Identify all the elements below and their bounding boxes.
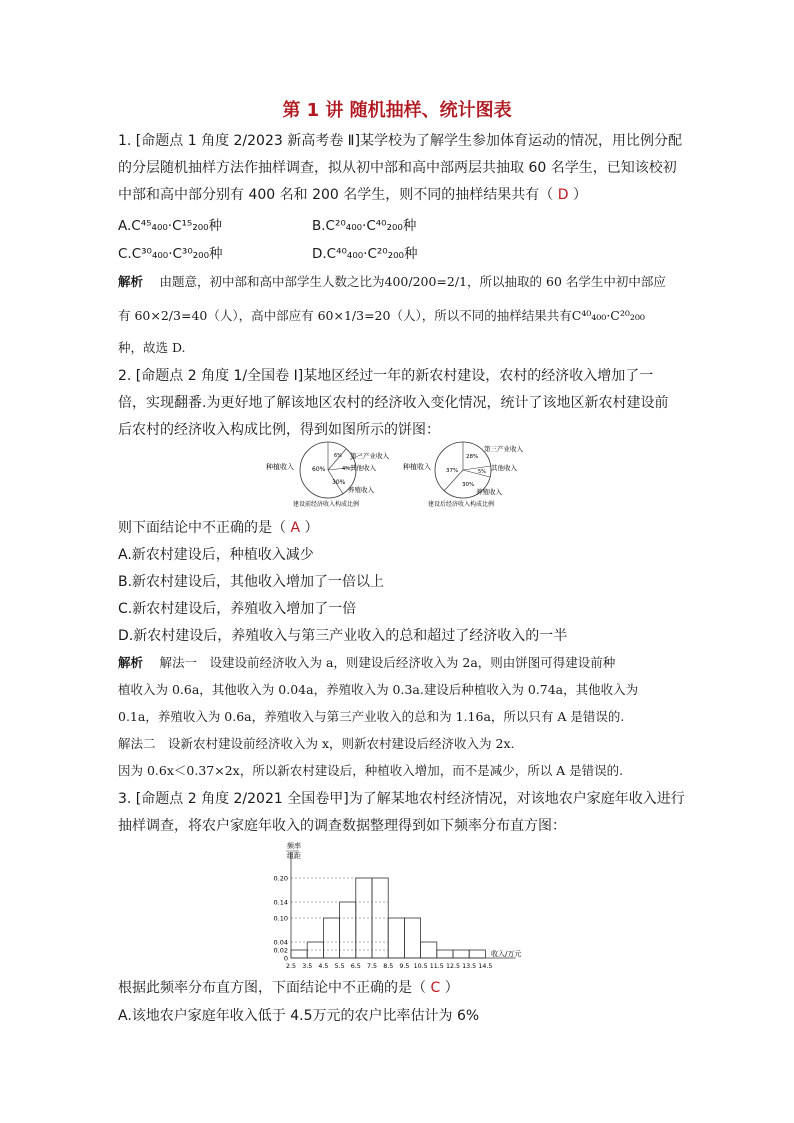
- q2-line-3: 后农村的经济收入构成比例，得到如图所示的饼图：: [118, 422, 440, 438]
- q1-solution-line-1: [118, 272, 666, 290]
- pie1-caption: 建设前经济收入构成比例: [293, 501, 360, 508]
- q2-option-b: B.新农村建设后，其他收入增加了一倍以上: [118, 574, 385, 590]
- hist-x-tick-label: 2.5: [285, 963, 297, 970]
- pie1-breed-label: 养殖收入: [348, 486, 374, 494]
- hist-xlabel: 收入/万元: [491, 950, 522, 958]
- frequency-histogram: [255, 840, 545, 972]
- hist-x-tick-label: 4.5: [318, 963, 329, 970]
- pie1-other-label: 其他收入: [350, 464, 376, 472]
- pie1-third-label: 第三产业收入: [350, 452, 389, 460]
- q3-ask-text: 根据此频率分布直方图，下面结论中不正确的是（: [118, 980, 426, 996]
- pie2-breed-pct: 30%: [462, 482, 475, 488]
- pie1-plant-label: 种植收入: [266, 463, 294, 471]
- q1-option-d: D.C⁴⁰₄₀₀·C²⁰₂₀₀种: [312, 246, 418, 262]
- q1-solution-line-3: 种，故选 D.: [118, 340, 186, 355]
- q2-solution-line-3: 0.1a，养殖收入为 0.6a，养殖收入与第三产业收入的总和为 1.16a，所以只有 A 是错误的.: [118, 709, 625, 724]
- q2-line-1: 2. [命题点 2 角度 1/全国卷 Ⅰ]某地区经过一年的新农村建设，农村的经济收入增加了一: [118, 368, 654, 384]
- hist-x-tick-label: 12.5: [445, 963, 461, 970]
- hist-bar: [291, 950, 307, 958]
- q1-answer: D: [557, 187, 569, 203]
- q3-answer: C: [430, 980, 441, 996]
- q2-solution-label: 解析: [118, 655, 144, 670]
- q2-solution-line-5: 因为 0.6x＜0.37×2x，所以新农村建设后，种植收入增加，而不是减少，所以 A 是错误的.: [118, 763, 624, 778]
- hist-bar: [469, 950, 485, 958]
- hist-y-tick-label: 0.20: [273, 874, 288, 883]
- pie1-plant-pct: 60%: [312, 466, 326, 473]
- q2-option-a: A.新农村建设后，种植收入减少: [118, 547, 314, 563]
- hist-bar: [340, 902, 356, 958]
- q2-solution-line-4: 解法二 设新农村建设前经济收入为 x，则新农村建设后经济收入为 2x.: [118, 736, 515, 751]
- page-title: 第 1 讲 随机抽样、统计图表: [282, 100, 512, 121]
- hist-bar: [453, 950, 469, 958]
- q1-line-3: [118, 184, 587, 204]
- q2-close: ）: [304, 520, 319, 536]
- pie2-third-label: 第三产业收入: [484, 445, 523, 453]
- q1-option-c: C.C³⁰₄₀₀·C³⁰₂₀₀种: [118, 246, 223, 262]
- hist-x-tick-label: 11.5: [429, 963, 444, 970]
- pie-charts-figure: [258, 440, 548, 512]
- pie2-divider-2: [463, 466, 491, 470]
- pie1-breed-pct: 30%: [332, 479, 346, 486]
- hist-bar: [323, 918, 339, 958]
- q1-line-1: 1. [命题点 1 角度 2/2023 新高考卷 Ⅱ]某学校为了解学生参加体育运动的情况，用比例分配: [118, 133, 683, 149]
- q2-solution-line-2: 植收入为 0.6a，其他收入为 0.04a，养殖收入为 0.3a.建设后种植收入为 0.74a，其他收入为: [118, 682, 639, 697]
- q2-answer: A: [290, 520, 301, 536]
- q1-solution-text-1: 由题意，初中部和高中部学生人数之比为400/200=2/1，所以抽取的 60 名学生中初中部应: [159, 274, 666, 289]
- hist-x-tick-label: 14.5: [478, 963, 493, 970]
- q2-option-c: C.新农村建设后，养殖收入增加了一倍: [118, 601, 357, 617]
- q2-option-d: D.新农村建设后，养殖收入与第三产业收入的总和超过了经济收入的一半: [118, 628, 568, 644]
- q2-solution-line-1: [118, 653, 615, 671]
- hist-y-tick-label: 0.02: [273, 946, 288, 955]
- pie2-caption: 建设后经济收入构成比例: [428, 501, 495, 508]
- hist-y-tick-label: 0.10: [273, 914, 288, 923]
- hist-y-tick-label: 0.04: [273, 938, 288, 947]
- pie1-other-pct: 4%: [342, 466, 350, 472]
- hist-bar: [421, 942, 437, 958]
- q1-solution-label: 解析: [118, 274, 144, 289]
- q1-line-2: 的分层随机抽样方法作抽样调查，拟从初中部和高中部两层共抽取 60 名学生，已知该校初: [118, 160, 677, 176]
- q1-option-a: A.C⁴⁵₄₀₀·C¹⁵₂₀₀种: [118, 218, 223, 234]
- hist-x-tick-label: 13.5: [462, 963, 477, 970]
- pie1-third-pct: 6%: [334, 453, 342, 459]
- hist-ylabel-top: 频率: [287, 842, 301, 850]
- pie2-divider-3: [463, 470, 490, 477]
- hist-x-tick-label: 10.5: [413, 963, 428, 970]
- q2-line-2: 倍，实现翻番.为更好地了解该地区农村的经济收入变化情况，统计了该地区新农村建设前: [118, 395, 669, 411]
- q3-ask: [118, 977, 459, 997]
- hist-bar: [437, 950, 453, 958]
- q3-option-a: A.该地农户家庭年收入低于 4.5万元的农户比率估计为 6%: [118, 1008, 480, 1024]
- q3-close: ）: [444, 980, 459, 996]
- q2-ask: [118, 517, 318, 537]
- hist-y-tick-label: 0: [283, 954, 288, 963]
- pie2-third-pct: 28%: [466, 454, 479, 460]
- q1-solution-line-2: 有 60×2/3=40（人），高中部应有 60×1/3=20（人），所以不同的抽样结果共有C⁴⁰₄₀₀·C²⁰₂₀₀: [118, 308, 645, 323]
- hist-x-tick-label: 8.5: [383, 963, 394, 970]
- pie2-breed-label: 养殖收入: [476, 488, 502, 496]
- q3-line-1: 3. [命题点 2 角度 2/2021 全国卷甲]为了解某地农村经济情况，对该地农户家庭年收入进行: [118, 791, 685, 807]
- hist-bar: [404, 918, 420, 958]
- pie2-other-pct: 5%: [478, 469, 486, 475]
- q1-option-b: B.C²⁰₄₀₀·C⁴⁰₂₀₀种: [312, 218, 417, 234]
- hist-x-tick-label: 7.5: [366, 963, 378, 970]
- q2-solution-text-1: 解法一 设建设前经济收入为 a，则建设后经济收入为 2a，则由饼图可得建设前种: [159, 655, 616, 670]
- hist-x-tick-label: 6.5: [350, 963, 361, 970]
- hist-ylabel-bottom: 组距: [287, 852, 301, 860]
- hist-x-tick-label: 3.5: [302, 963, 313, 970]
- q1-line-3-text: 中部和高中部分别有 400 名和 200 名学生，则不同的抽样结果共有（: [118, 187, 554, 203]
- pie2-plant-pct: 37%: [446, 468, 459, 474]
- hist-x-tick-label: 9.5: [399, 963, 410, 970]
- q3-line-2: 抽样调查，将农户家庭年收入的调查数据整理得到如下频率分布直方图：: [118, 818, 566, 834]
- pie2-plant-label: 种植收入: [403, 463, 431, 471]
- hist-bar: [388, 918, 404, 958]
- q1-close: ）: [572, 187, 587, 203]
- q2-ask-text: 则下面结论中不正确的是（: [118, 520, 286, 536]
- pie2-other-label: 其他收入: [491, 464, 517, 472]
- hist-y-tick-label: 0.14: [273, 898, 288, 907]
- hist-x-tick-label: 5.5: [334, 963, 345, 970]
